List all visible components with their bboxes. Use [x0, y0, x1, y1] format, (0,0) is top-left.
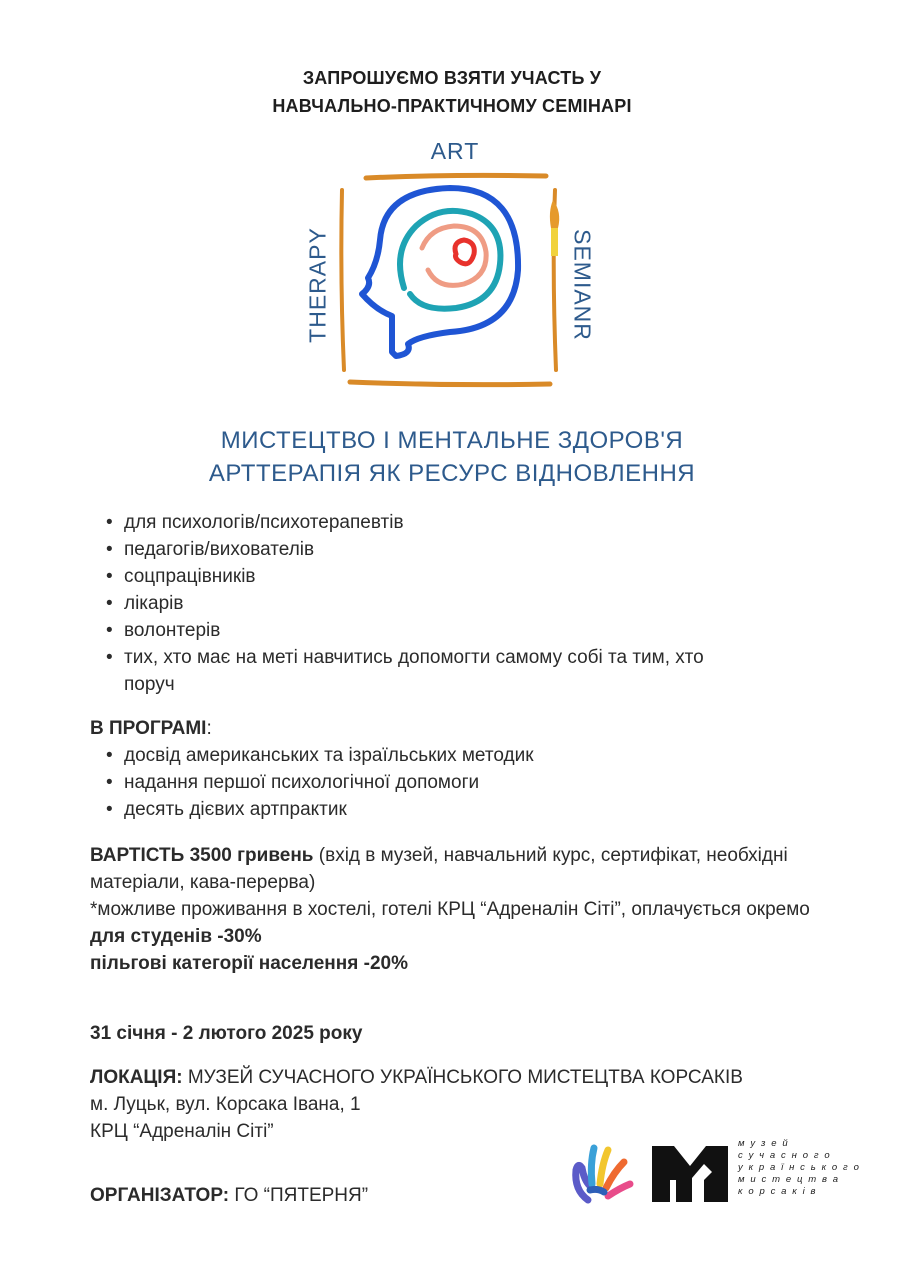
museum-logo-line: м и с т е ц т в а — [738, 1174, 840, 1185]
student-discount: для студенів -30% — [90, 926, 262, 947]
cost-line — [90, 842, 810, 896]
location-section — [90, 1064, 750, 1145]
list-item: • тих, хто має на меті навчитись допомогти самому собі та тим, хто поруч — [90, 644, 810, 698]
location-venue: МУЗЕЙ СУЧАСНОГО УКРАЇНСЬКОГО МИСТЕЦТВА КОРСАКІВ — [182, 1067, 743, 1088]
location-line — [90, 1064, 750, 1091]
location-address: м. Луцьк, вул. Корсака Івана, 1 — [90, 1094, 361, 1115]
benefits-discount: пільгові категорії населення -20% — [90, 953, 408, 974]
museum-logo-icon — [652, 1144, 728, 1204]
list-item: • педагогів/вихователів — [90, 536, 810, 563]
invitation-line-2: НАВЧАЛЬНО-ПРАКТИЧНОМУ СЕМІНАРІ — [272, 96, 632, 116]
museum-logo-line: к о р с а к і в — [738, 1186, 818, 1197]
cost-section — [90, 842, 810, 977]
hostel-note: *можливе проживання в хостелі, готелі КРЦ “Адреналін Сіті”, оплачується окремо — [90, 899, 810, 920]
list-item: • лікарів — [90, 590, 810, 617]
cost-label: ВАРТІСТЬ 3500 гривень — [90, 845, 314, 866]
logo-word-seminar: SEMIANR — [569, 229, 596, 341]
program-section — [90, 715, 810, 823]
invitation-line-1: ЗАПРОШУЄМО ВЗЯТИ УЧАСТЬ У — [302, 68, 602, 88]
list-item: • волонтерів — [90, 617, 810, 644]
organizer-label: ОРГАНІЗАТОР: — [90, 1185, 230, 1206]
seminar-title-line-2: АРТТЕРАПІЯ ЯК РЕСУРС ВІДНОВЛЕННЯ — [208, 460, 696, 487]
museum-logo-text — [738, 1138, 860, 1198]
program-colon: : — [206, 718, 212, 739]
organizer-hand-logo-icon — [568, 1140, 640, 1212]
organizer-name: ГО “ПЯТЕРНЯ” — [229, 1185, 369, 1206]
museum-logo-line: с у ч а с н о г о — [738, 1150, 832, 1161]
list-item: • надання першої психологічної допомоги — [90, 769, 810, 796]
list-item: • десять дієвих артпрактик — [90, 796, 810, 823]
logo-word-art: ART — [430, 138, 480, 164]
program-label: В ПРОГРАМІ — [90, 718, 207, 739]
list-item: • для психологів/психотерапевтів — [90, 509, 810, 536]
logo-word-therapy: THERAPY — [304, 227, 331, 343]
program-heading — [90, 715, 810, 742]
audience-list — [90, 509, 810, 698]
art-therapy-logo — [300, 130, 620, 400]
list-item: • соцпрацівників — [90, 563, 810, 590]
event-dates: 31 січня - 2 лютого 2025 року — [90, 1023, 363, 1044]
location-label: ЛОКАЦІЯ: — [90, 1067, 183, 1088]
list-item: • досвід американських та ізраїльських методик — [90, 742, 810, 769]
invitation-heading — [0, 64, 904, 120]
museum-logo-line: м у з е й — [738, 1138, 790, 1149]
seminar-title — [0, 424, 904, 490]
seminar-title-line-1: МИСТЕЦТВО І МЕНТАЛЬНЕ ЗДОРОВ'Я — [220, 427, 684, 454]
cost-details: (вхід в музей, навчальний курс, сертифікат, необхідні матеріали, кава-перерва) — [90, 845, 788, 893]
location-center: КРЦ “Адреналін Сіті” — [90, 1121, 274, 1142]
museum-logo-line: у к р а ї н с ь к о г о — [738, 1162, 861, 1173]
